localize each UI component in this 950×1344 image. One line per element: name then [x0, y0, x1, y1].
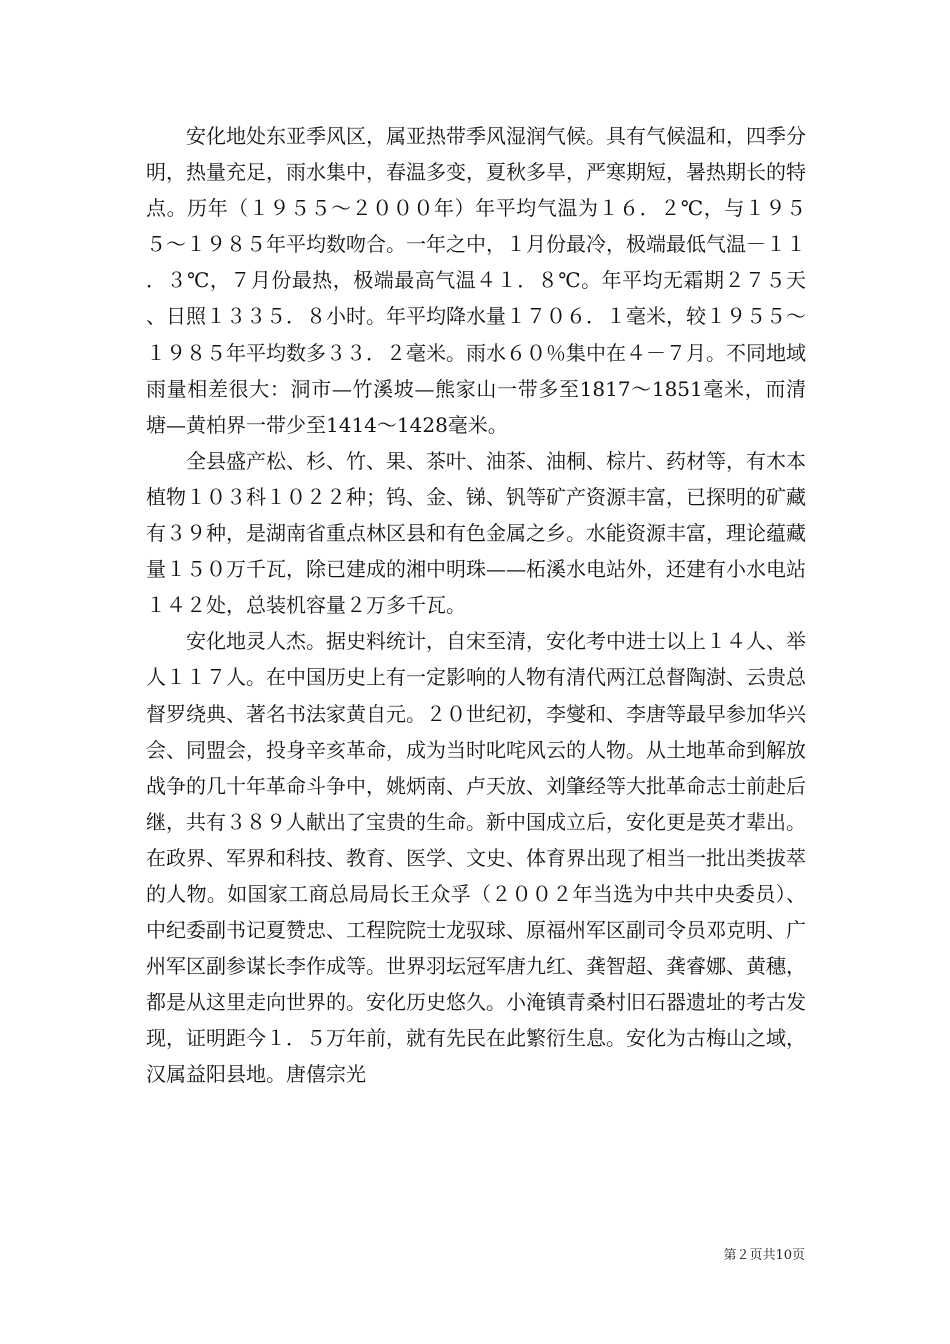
paragraph-climate: 安化地处东亚季风区，属亚热带季风湿润气候。具有气候温和，四季分明，热量充足，雨水集中，春温多变，夏秋多旱，严寒期短，暑热期长的特点。历年（１９５５～２０００年）年平均气温为１６．２℃，与１９５５～１９８５年平均数吻合。一年之中，１月份最冷，极端最低气温－１１．３℃，７月份最热，极端最高气温４１．８℃。年平均无霜期２７５天、日照１３３５．８小时。年平均降水量１７０６．１毫米，较１９５５～１９８５年平均数多３３．２毫米。雨水６０％集中在４－７月。不同地域雨量相差很大：洞市—竹溪坡—熊家山一带多至1817～1851毫米，而清塘—黄柏界一带少至1414～1428毫米。 [146, 124, 806, 437]
document-body [146, 118, 806, 1093]
page-number: 第２页共10页 [723, 1248, 805, 1263]
paragraph-people-history: 安化地灵人杰。据史料统计，自宋至清，安化考中进士以上１４人、举人１１７人。在中国历史上有一定影响的人物有清代两江总督陶澍、云贵总督罗绕典、著名书法家黄自元。２０世纪初，李燮和、李唐等最早参加华兴会、同盟会，投身辛亥革命，成为当时叱咤风云的人物。从土地革命到解放战争的几十年革命斗争中，姚炳南、卢天放、刘肇经等大批革命志士前赴后继，共有３８９人献出了宝贵的生命。新中国成立后，安化更是英才辈出。在政界、军界和科技、教育、医学、文史、体育界出现了相当一批出类拔萃的人物。如国家工商总局局长王众孚（２００２年当选为中共中央委员）、中纪委副书记夏赞忠、工程院院士龙驭球、原福州军区副司令员邓克明、广州军区副参谋长李作成等。世界羽坛冠军唐九红、龚智超、龚睿娜、黄穗，都是从这里走向世界的。安化历史悠久。小淹镇青桑村旧石器遗址的考古发现，证明距今１．５万年前，就有先民在此繁衍生息。安化为古梅山之域，汉属益阳县地。唐僖宗光 [146, 629, 806, 1087]
paragraph-resources: 全县盛产松、杉、竹、果、茶叶、油茶、油桐、棕片、药材等，有木本植物１０３科１０２２种；钨、金、锑、钒等矿产资源丰富，已探明的矿藏有３９种，是湖南省重点林区县和有色金属之乡。水能资源丰富，理论蕴藏量１５０万千瓦，除已建成的湘中明珠——柘溪水电站外，还建有小水电站１４２处，总装机容量２万多千瓦。 [146, 448, 806, 618]
